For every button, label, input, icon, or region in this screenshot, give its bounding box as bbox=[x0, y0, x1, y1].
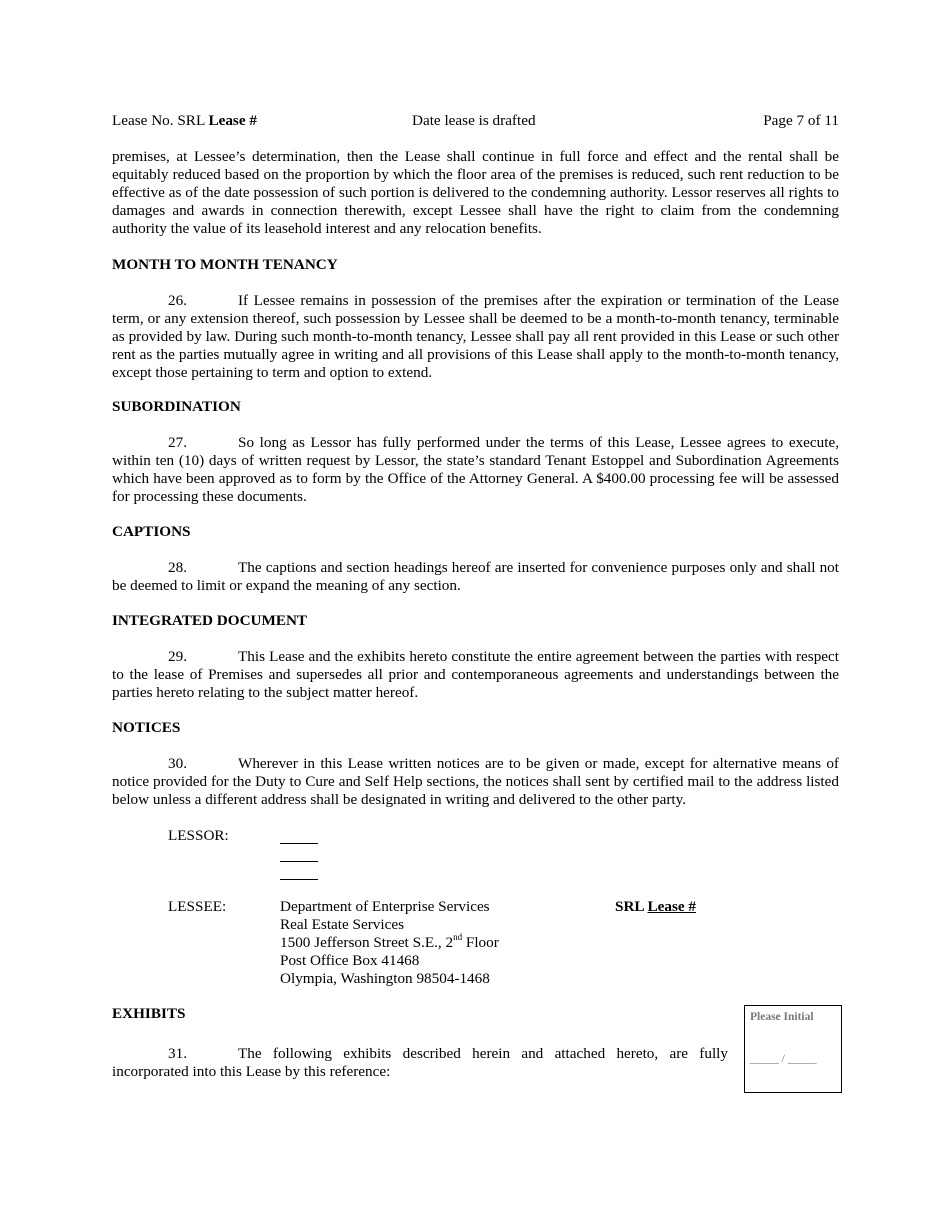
section-heading-captions: CAPTIONS bbox=[112, 523, 191, 540]
lessee-address-line: Department of Enterprise Services bbox=[280, 898, 490, 915]
section-heading-notices: NOTICES bbox=[112, 719, 181, 736]
section-27-paragraph: 27. So long as Lessor has fully performed under the terms of this Lease, Lessee agrees to execute, within ten (10) days of written request by Lessor, the state’s standard Tenant Estoppel and Subordination Agreements which have been approved as to form by the Office of the Attorney General. A $400.00 processing fee will be assessed for processing these documents. bbox=[112, 434, 839, 505]
section-number: 31. bbox=[168, 1045, 187, 1062]
intro-paragraph: premises, at Lessee’s determination, then the Lease shall continue in full force and effect and the rental shall be equitably reduced based on the proportion by which the floor area of the premises is reduced, such rent reduction to be effective as of the date possession of such portion is delivered to the condemning authority. Lessor reserves all rights to damages and awards in connection therewith, except Lessee shall have the right to claim from the condemning authority the value of its leasehold interest and any relocation benefits. bbox=[112, 148, 839, 237]
lessor-blank-line bbox=[280, 827, 318, 844]
section-heading-exhibits: EXHIBITS bbox=[112, 1005, 186, 1022]
page-number: Page 7 of 11 bbox=[763, 112, 839, 129]
page-header bbox=[112, 112, 839, 132]
section-number: 30. bbox=[168, 755, 187, 772]
section-heading-month-to-month: MONTH TO MONTH TENANCY bbox=[112, 256, 338, 273]
lessor-blank-line bbox=[280, 863, 318, 880]
section-number: 28. bbox=[168, 559, 187, 576]
lease-number: Lease No. SRL Lease # bbox=[112, 112, 257, 129]
lessee-address-line: 1500 Jefferson Street S.E., 2nd Floor bbox=[280, 931, 499, 951]
lessor-label: LESSOR: bbox=[168, 827, 229, 844]
lessee-address-line: Real Estate Services bbox=[280, 916, 404, 933]
lessee-address-line: Post Office Box 41468 bbox=[280, 952, 420, 969]
lessee-label: LESSEE: bbox=[168, 898, 227, 915]
section-number: 27. bbox=[168, 434, 187, 451]
lessor-address-blanks bbox=[280, 827, 318, 881]
section-number: 26. bbox=[168, 292, 187, 309]
srl-lease-reference: SRL Lease # bbox=[615, 898, 697, 915]
lessee-address bbox=[280, 898, 499, 988]
section-26-paragraph: 26. If Lessee remains in possession of the premises after the expiration or termination of the Lease term, or any extension thereof, such possession by Lessee shall be deemed to be a month-to-month tenancy, terminable as provided by law. During such month-to-month tenancy, Lessee shall pay all rent provided in this Lease or such other rent as the parties mutually agree in writing and all provisions of this Lease shall apply to the month-to-month tenancy, except those pertaining to term and option to extend. bbox=[112, 292, 839, 381]
section-heading-integrated-document: INTEGRATED DOCUMENT bbox=[112, 612, 308, 629]
section-number: 29. bbox=[168, 648, 187, 665]
section-29-paragraph: 29. This Lease and the exhibits hereto constitute the entire agreement between the parties with respect to the lease of Premises and supersedes all prior and contemporaneous agreements and understandings between the parties hereto relating to the subject matter hereof. bbox=[112, 648, 839, 701]
lessor-blank-line bbox=[280, 845, 318, 862]
section-heading-subordination: SUBORDINATION bbox=[112, 398, 241, 415]
initial-signature-lines[interactable]: _____ / _____ bbox=[750, 1053, 817, 1065]
please-initial-box[interactable] bbox=[744, 1005, 842, 1093]
section-30-paragraph: 30. Wherever in this Lease written notices are to be given or made, except for alternative means of notice provided for the Duty to Cure and Self Help sections, the notices shall sent by certified mail to the address listed below unless a different address shall be designated in writing and delivered to the other party. bbox=[112, 755, 839, 808]
section-28-paragraph: 28. The captions and section headings hereof are inserted for convenience purposes only and shall not be deemed to limit or expand the meaning of any section. bbox=[112, 559, 839, 594]
section-31-paragraph: 31. The following exhibits described herein and attached hereto, are fully incorporated into this Lease by this reference: bbox=[112, 1045, 728, 1080]
draft-date: Date lease is drafted bbox=[412, 112, 536, 129]
initial-box-title: Please Initial bbox=[750, 1011, 814, 1023]
lessee-address-line: Olympia, Washington 98504-1468 bbox=[280, 970, 490, 987]
